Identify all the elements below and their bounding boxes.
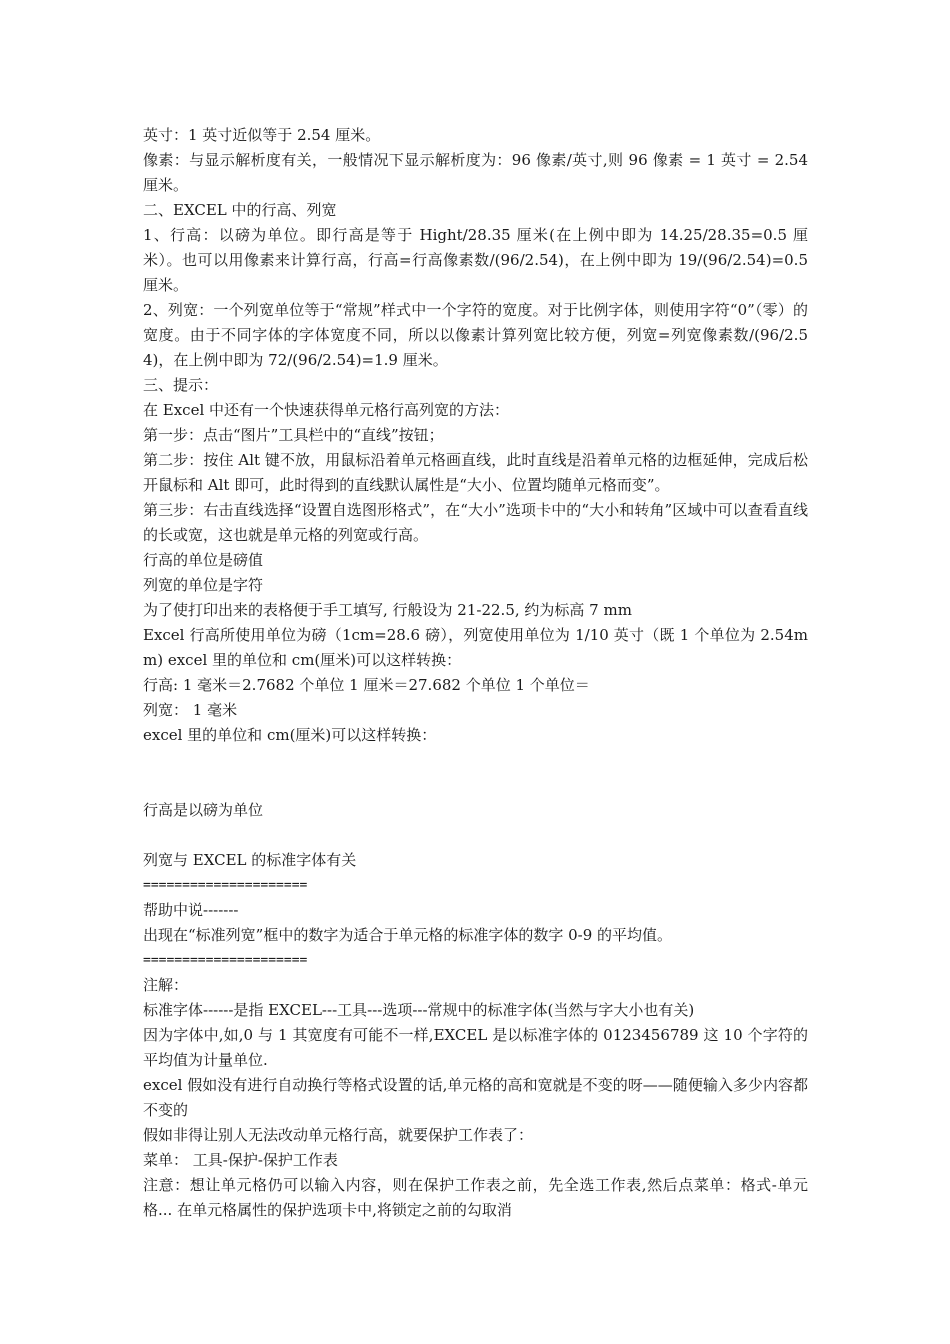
paragraph-standard-width: 出现在“标准列宽”框中的数字为适合于单元格的标准字体的数字 0-9 的平均值。 bbox=[143, 926, 673, 944]
paragraph-step-two: 第二步：按住 Alt 键不放，用鼠标沿着单元格画直线，此时直线是沿着单元格的边框延伸，完成后松开鼠标和 Alt 即可，此时得到的直线默认属性是“大小、位置均随单元格而变”。 bbox=[143, 451, 808, 494]
paragraph-row-conversion: 行高: 1 毫米＝2.7682 个单位 1 厘米＝27.682 个单位 1 个单位＝ bbox=[143, 676, 590, 694]
paragraph-char-average: 因为字体中,如,0 与 1 其宽度有可能不一样,EXCEL 是以标准字体的 0123456789 这 10 个字符的平均值为计量单位. bbox=[143, 1026, 808, 1069]
paragraph-standard-font: 标准字体------是指 EXCEL---工具---选项---常规中的标准字体(当然与字大小也有关) bbox=[143, 1001, 695, 1019]
paragraph-quick-method: 在 Excel 中还有一个快速获得单元格行高列宽的方法： bbox=[143, 401, 510, 419]
paragraph-conversion-note: excel 里的单位和 cm(厘米)可以这样转换： bbox=[143, 726, 437, 744]
blank-spacer bbox=[143, 748, 808, 798]
paragraph-col-conversion: 列宽： 1 毫米 bbox=[143, 701, 238, 719]
paragraph-col-unit: 列宽的单位是字符 bbox=[143, 576, 264, 594]
paragraph-caution: 注意：想让单元格仍可以输入内容，则在保护工作表之前，先全选工作表,然后点菜单：格式-单元格... 在单元格属性的保护选项卡中,将锁定之前的勾取消 bbox=[143, 1176, 808, 1219]
paragraph-row-height: 1、行高：以磅为单位。即行高是等于 Hight/28.35 厘米(在上例中即为 14.25/28.35=0.5 厘米）。也可以用像素来计算行高，行高=行高像素数/(96/2.54)，在上例中即为 19/(96/2.54)=0.5 厘米。 bbox=[143, 226, 808, 294]
paragraph-step-one: 第一步：点击“图片”工具栏中的“直线”按钮； bbox=[143, 426, 444, 444]
paragraph-menu-path: 菜单： 工具-保护-保护工作表 bbox=[143, 1151, 338, 1169]
paragraph-step-three: 第三步：右击直线选择“设置自选图形格式”，在“大小”选项卡中的“大小和转角”区域中可以查看直线的长或宽，这也就是单元格的列宽或行高。 bbox=[143, 501, 808, 544]
document-body bbox=[143, 123, 808, 1223]
paragraph-column-width: 2、列宽：一个列宽单位等于“常规”样式中一个字符的宽度。对于比例字体，则使用字符“0”（零）的宽度。由于不同字体的字体宽度不同，所以以像素计算列宽比较方便，列宽=列宽像素数/(96/2.54)，在上例中即为 72/(96/2.54)=1.9 厘米。 bbox=[143, 301, 808, 369]
separator-line: ===================== bbox=[143, 953, 308, 968]
heading-tips: 三、提示： bbox=[143, 376, 219, 394]
paragraph-no-wrap: excel 假如没有进行自动换行等格式设置的话,单元格的高和宽就是不变的呀——随便输入多少内容都不变的 bbox=[143, 1076, 808, 1119]
heading-excel-row-col: 二、EXCEL 中的行高、列宽 bbox=[143, 201, 337, 219]
blank-spacer bbox=[143, 823, 808, 848]
paragraph-protect-sheet: 假如非得让别人无法改动单元格行高，就要保护工作表了： bbox=[143, 1126, 534, 1144]
paragraph-print-tip: 为了使打印出来的表格便于手工填写, 行般设为 21-22.5, 约为标高 7 mm bbox=[143, 601, 632, 619]
paragraph-notes-heading: 注解： bbox=[143, 976, 189, 994]
paragraph-pixel-definition: 像素：与显示解析度有关，一般情况下显示解析度为：96 像素/英寸,则 96 像素 = 1 英寸 = 2.54 厘米。 bbox=[143, 151, 808, 194]
paragraph-excel-units: Excel 行高所使用单位为磅（1cm=28.6 磅），列宽使用单位为 1/10 英寸（既 1 个单位为 2.54mm) excel 里的单位和 cm(厘米)可以这样转换： bbox=[143, 626, 808, 669]
separator-line: ===================== bbox=[143, 878, 308, 893]
paragraph-help-says: 帮助中说------- bbox=[143, 901, 239, 919]
paragraph-col-font: 列宽与 EXCEL 的标准字体有关 bbox=[143, 851, 357, 869]
paragraph-row-points: 行高是以磅为单位 bbox=[143, 801, 264, 819]
paragraph-inch-definition: 英寸：1 英寸近似等于 2.54 厘米。 bbox=[143, 126, 381, 144]
paragraph-row-unit: 行高的单位是磅值 bbox=[143, 551, 264, 569]
